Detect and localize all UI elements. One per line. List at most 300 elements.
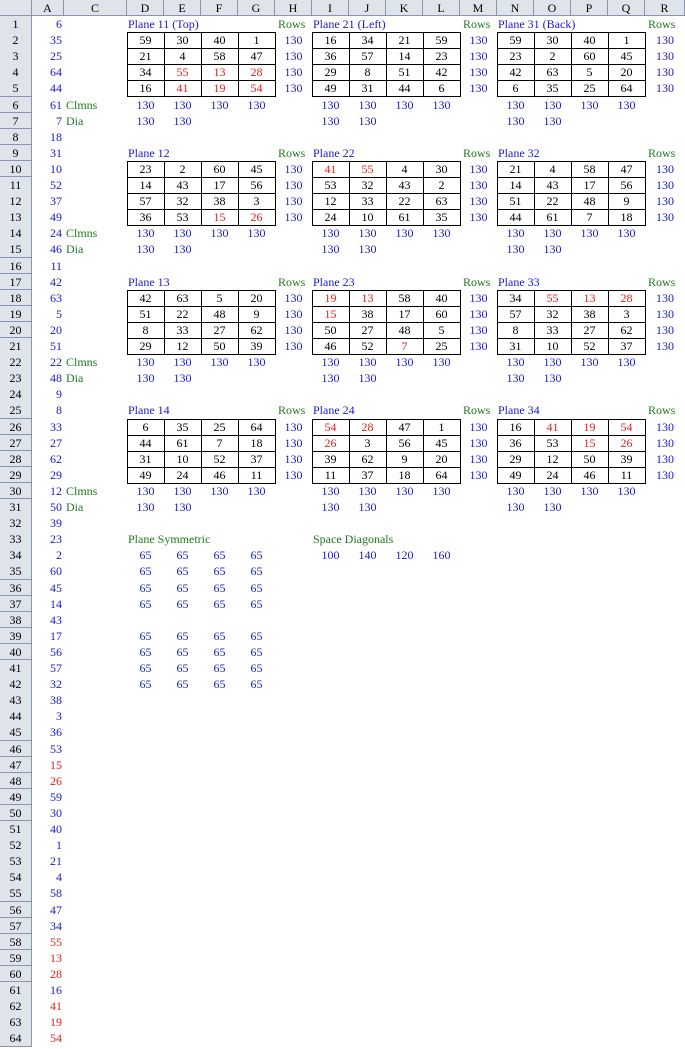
- column-sum[interactable]: 130: [432, 97, 451, 112]
- plane-cell[interactable]: 4: [401, 161, 408, 176]
- row-header-30[interactable]: 30: [0, 483, 32, 500]
- column-sum[interactable]: 130: [395, 355, 414, 370]
- plane-cell[interactable]: 15: [583, 435, 596, 450]
- column-sum[interactable]: 130: [580, 226, 599, 241]
- symmetric-cell[interactable]: 65: [176, 548, 189, 563]
- row-header-46[interactable]: 46: [0, 741, 32, 758]
- row-header-58[interactable]: 58: [0, 934, 32, 951]
- row-header-18[interactable]: 18: [0, 290, 32, 307]
- plane-cell[interactable]: 35: [176, 419, 189, 434]
- cell-a43[interactable]: 38: [50, 693, 62, 708]
- cell-a21[interactable]: 51: [50, 339, 62, 353]
- symmetric-cell[interactable]: 65: [213, 564, 226, 579]
- plane-cell[interactable]: 46: [213, 467, 226, 482]
- row-sum[interactable]: 130: [656, 65, 674, 80]
- plane-cell[interactable]: 47: [398, 419, 411, 434]
- cell-a4[interactable]: 64: [50, 65, 62, 80]
- row-sum[interactable]: 130: [284, 419, 303, 434]
- plane-cell[interactable]: 54: [324, 419, 337, 434]
- column-sum[interactable]: 130: [173, 355, 192, 370]
- cell-a8[interactable]: 18: [50, 129, 62, 144]
- plane-cell[interactable]: 14: [398, 49, 411, 64]
- row-header-36[interactable]: 36: [0, 580, 32, 597]
- row-header-39[interactable]: 39: [0, 628, 32, 645]
- row-sum[interactable]: 130: [656, 210, 674, 225]
- diagonal-sum[interactable]: 130: [506, 113, 525, 128]
- cell-a36[interactable]: 45: [50, 580, 62, 595]
- cell-a42[interactable]: 32: [50, 677, 62, 692]
- plane-cell[interactable]: 41: [324, 161, 337, 176]
- plane-cell[interactable]: 14: [509, 178, 522, 192]
- plane-cell[interactable]: 28: [620, 290, 633, 305]
- symmetric-cell[interactable]: 65: [250, 564, 263, 579]
- cell-a56[interactable]: 47: [50, 902, 62, 917]
- plane-cell[interactable]: 49: [324, 81, 337, 96]
- plane-cell[interactable]: 20: [620, 65, 633, 80]
- plane-cell[interactable]: 29: [324, 65, 337, 80]
- space-diagonal-value[interactable]: 100: [321, 548, 340, 563]
- cell-a29[interactable]: 29: [50, 467, 62, 482]
- cell-a40[interactable]: 56: [50, 644, 62, 659]
- space-diagonal-value[interactable]: 140: [358, 548, 377, 563]
- symmetric-cell[interactable]: 65: [250, 580, 263, 595]
- row-sum[interactable]: 130: [469, 322, 488, 337]
- row-sum[interactable]: 130: [284, 306, 303, 321]
- plane-cell[interactable]: 55: [546, 290, 559, 305]
- plane-cell[interactable]: 20: [250, 290, 263, 305]
- row-header-20[interactable]: 20: [0, 322, 32, 339]
- row-header-8[interactable]: 8: [0, 129, 32, 146]
- plane-cell[interactable]: 26: [324, 435, 337, 450]
- column-header-i[interactable]: I: [312, 0, 349, 16]
- plane-cell[interactable]: 61: [176, 435, 189, 450]
- cell-a55[interactable]: 58: [50, 886, 62, 901]
- plane-cell[interactable]: 22: [398, 194, 411, 209]
- row-header-33[interactable]: 33: [0, 531, 32, 548]
- cell-a15[interactable]: 46: [50, 242, 62, 257]
- cell-a33[interactable]: 23: [50, 532, 62, 547]
- plane-cell[interactable]: 29: [509, 451, 522, 466]
- plane-cell[interactable]: 32: [546, 306, 559, 321]
- column-sum[interactable]: 130: [543, 355, 562, 370]
- row-header-31[interactable]: 31: [0, 499, 32, 516]
- plane-cell[interactable]: 43: [546, 178, 559, 192]
- column-header-o[interactable]: O: [534, 0, 571, 16]
- symmetric-cell[interactable]: 65: [139, 548, 152, 563]
- row-sum[interactable]: 130: [656, 322, 674, 337]
- row-sum[interactable]: 130: [469, 81, 488, 96]
- plane-cell[interactable]: 10: [361, 210, 374, 225]
- plane-cell[interactable]: 47: [620, 161, 633, 176]
- cell-a44[interactable]: 3: [56, 709, 62, 724]
- row-header-12[interactable]: 12: [0, 193, 32, 210]
- row-header-59[interactable]: 59: [0, 950, 32, 967]
- plane-cell[interactable]: 8: [364, 65, 371, 80]
- symmetric-cell[interactable]: 65: [213, 677, 226, 692]
- row-sum[interactable]: 130: [284, 210, 303, 225]
- column-sum[interactable]: 130: [136, 483, 155, 498]
- plane-cell[interactable]: 12: [324, 194, 337, 209]
- plane-cell[interactable]: 34: [139, 65, 152, 80]
- row-sum[interactable]: 130: [284, 65, 303, 80]
- plane-cell[interactable]: 6: [438, 81, 445, 96]
- plane-cell[interactable]: 50: [324, 322, 337, 337]
- row-sum[interactable]: 130: [469, 419, 488, 434]
- plane-cell[interactable]: 37: [250, 451, 263, 466]
- cell-a18[interactable]: 63: [50, 290, 62, 305]
- cell-a13[interactable]: 49: [50, 210, 62, 225]
- plane-cell[interactable]: 21: [139, 49, 152, 64]
- row-header-42[interactable]: 42: [0, 676, 32, 693]
- column-sum[interactable]: 130: [617, 226, 636, 241]
- plane-cell[interactable]: 9: [253, 306, 260, 321]
- symmetric-cell[interactable]: 65: [176, 580, 189, 595]
- plane-cell[interactable]: 33: [176, 322, 189, 337]
- plane-cell[interactable]: 53: [546, 435, 559, 450]
- row-header-22[interactable]: 22: [0, 354, 32, 371]
- column-header-h[interactable]: H: [275, 0, 312, 16]
- row-sum[interactable]: 130: [469, 49, 488, 64]
- plane-cell[interactable]: 19: [583, 419, 596, 434]
- plane-cell[interactable]: 36: [324, 49, 337, 64]
- row-sum[interactable]: 130: [656, 178, 674, 192]
- plane-cell[interactable]: 52: [361, 339, 374, 353]
- plane-cell[interactable]: 23: [139, 161, 152, 176]
- plane-cell[interactable]: 20: [435, 451, 448, 466]
- symmetric-cell[interactable]: 65: [176, 596, 189, 611]
- row-sum[interactable]: 130: [656, 194, 674, 209]
- plane-cell[interactable]: 59: [509, 33, 522, 48]
- row-header-60[interactable]: 60: [0, 966, 32, 983]
- column-sum[interactable]: 130: [617, 355, 636, 370]
- row-sum[interactable]: 130: [284, 194, 303, 209]
- row-sum[interactable]: 130: [656, 290, 674, 305]
- row-sum[interactable]: 130: [284, 33, 303, 48]
- row-header-45[interactable]: 45: [0, 724, 32, 741]
- symmetric-cell[interactable]: 65: [250, 677, 263, 692]
- row-header-11[interactable]: 11: [0, 177, 32, 194]
- plane-cell[interactable]: 64: [250, 419, 263, 434]
- row-header-6[interactable]: 6: [0, 97, 32, 114]
- column-sum[interactable]: 130: [506, 355, 525, 370]
- plane-cell[interactable]: 18: [620, 210, 633, 225]
- plane-cell[interactable]: 39: [620, 451, 633, 466]
- plane-cell[interactable]: 24: [324, 210, 337, 225]
- row-header-47[interactable]: 47: [0, 757, 32, 774]
- symmetric-cell[interactable]: 65: [250, 644, 263, 659]
- cell-a30[interactable]: 12: [50, 483, 62, 498]
- plane-cell[interactable]: 33: [361, 194, 374, 209]
- row-header-52[interactable]: 52: [0, 837, 32, 854]
- plane-cell[interactable]: 63: [435, 194, 448, 209]
- plane-cell[interactable]: 41: [176, 81, 189, 96]
- cell-a48[interactable]: 26: [50, 773, 62, 788]
- column-sum[interactable]: 130: [321, 355, 340, 370]
- row-header-40[interactable]: 40: [0, 644, 32, 661]
- row-header-5[interactable]: 5: [0, 80, 32, 97]
- plane-cell[interactable]: 57: [139, 194, 152, 209]
- row-sum[interactable]: 130: [284, 178, 303, 192]
- plane-cell[interactable]: 8: [142, 322, 149, 337]
- plane-cell[interactable]: 18: [398, 467, 411, 482]
- column-sum[interactable]: 130: [580, 355, 599, 370]
- column-header-l[interactable]: L: [423, 0, 460, 16]
- cell-a41[interactable]: 57: [50, 661, 62, 675]
- plane-cell[interactable]: 37: [620, 339, 633, 353]
- plane-cell[interactable]: 25: [583, 81, 596, 96]
- row-header-57[interactable]: 57: [0, 918, 32, 935]
- plane-cell[interactable]: 34: [361, 33, 374, 48]
- cell-a12[interactable]: 37: [50, 194, 62, 209]
- column-header-r[interactable]: R: [645, 0, 685, 16]
- plane-cell[interactable]: 9: [623, 194, 630, 209]
- plane-cell[interactable]: 32: [176, 194, 189, 209]
- row-header-55[interactable]: 55: [0, 885, 32, 902]
- plane-cell[interactable]: 11: [620, 467, 633, 482]
- column-header-a[interactable]: A: [32, 0, 64, 16]
- column-sum[interactable]: 130: [210, 226, 229, 241]
- plane-cell[interactable]: 22: [176, 306, 189, 321]
- row-header-34[interactable]: 34: [0, 547, 32, 564]
- cell-a47[interactable]: 15: [50, 757, 62, 772]
- cell-a28[interactable]: 62: [50, 451, 62, 466]
- row-header-23[interactable]: 23: [0, 370, 32, 387]
- column-sum[interactable]: 130: [358, 355, 377, 370]
- row-header-2[interactable]: 2: [0, 32, 32, 49]
- column-sum[interactable]: 130: [395, 483, 414, 498]
- plane-cell[interactable]: 53: [324, 178, 337, 192]
- cell-a52[interactable]: 1: [56, 838, 62, 853]
- symmetric-cell[interactable]: 65: [213, 644, 226, 659]
- column-header-n[interactable]: N: [497, 0, 534, 16]
- plane-cell[interactable]: 39: [324, 451, 337, 466]
- row-header-48[interactable]: 48: [0, 773, 32, 790]
- plane-cell[interactable]: 3: [623, 306, 630, 321]
- plane-cell[interactable]: 9: [401, 451, 408, 466]
- symmetric-cell[interactable]: 65: [176, 564, 189, 579]
- plane-cell[interactable]: 17: [398, 306, 411, 321]
- plane-cell[interactable]: 2: [438, 178, 445, 192]
- column-sum[interactable]: 130: [432, 355, 451, 370]
- plane-cell[interactable]: 6: [512, 81, 519, 96]
- space-diagonal-value[interactable]: 120: [395, 548, 414, 563]
- row-sum[interactable]: 130: [656, 467, 674, 482]
- cell-a31[interactable]: 50: [50, 500, 62, 514]
- column-sum[interactable]: 130: [506, 226, 525, 241]
- column-sum[interactable]: 130: [617, 483, 636, 498]
- column-sum[interactable]: 130: [580, 97, 599, 112]
- plane-cell[interactable]: 56: [620, 178, 633, 192]
- plane-cell[interactable]: 10: [546, 339, 559, 353]
- plane-cell[interactable]: 18: [250, 435, 263, 450]
- row-header-13[interactable]: 13: [0, 209, 32, 226]
- column-header-e[interactable]: E: [164, 0, 201, 16]
- cell-a20[interactable]: 20: [50, 322, 62, 337]
- symmetric-cell[interactable]: 65: [176, 661, 189, 675]
- plane-cell[interactable]: 2: [549, 49, 556, 64]
- plane-cell[interactable]: 38: [213, 194, 226, 209]
- plane-cell[interactable]: 55: [176, 65, 189, 80]
- plane-cell[interactable]: 36: [509, 435, 522, 450]
- plane-cell[interactable]: 44: [139, 435, 152, 450]
- plane-cell[interactable]: 44: [509, 210, 522, 225]
- symmetric-cell[interactable]: 65: [213, 661, 226, 675]
- row-sum[interactable]: 130: [656, 33, 674, 48]
- row-sum[interactable]: 130: [656, 81, 674, 96]
- plane-cell[interactable]: 50: [583, 451, 596, 466]
- row-header-26[interactable]: 26: [0, 419, 32, 436]
- column-sum[interactable]: 130: [432, 226, 451, 241]
- plane-cell[interactable]: 23: [509, 49, 522, 64]
- plane-cell[interactable]: 62: [250, 322, 263, 337]
- plane-cell[interactable]: 35: [435, 210, 448, 225]
- symmetric-cell[interactable]: 65: [176, 644, 189, 659]
- plane-cell[interactable]: 1: [438, 419, 445, 434]
- plane-cell[interactable]: 13: [361, 290, 374, 305]
- column-sum[interactable]: 130: [321, 97, 340, 112]
- symmetric-cell[interactable]: 65: [139, 580, 152, 595]
- cell-a50[interactable]: 30: [50, 805, 62, 820]
- plane-cell[interactable]: 19: [213, 81, 226, 96]
- plane-cell[interactable]: 48: [583, 194, 596, 209]
- plane-cell[interactable]: 46: [324, 339, 337, 353]
- plane-cell[interactable]: 4: [549, 161, 556, 176]
- cell-a38[interactable]: 43: [50, 612, 62, 627]
- row-header-21[interactable]: 21: [0, 338, 32, 355]
- diagonal-sum[interactable]: 130: [543, 242, 562, 257]
- cell-a27[interactable]: 27: [50, 435, 62, 450]
- plane-cell[interactable]: 26: [250, 210, 263, 225]
- cell-a14[interactable]: 24: [50, 226, 62, 241]
- symmetric-cell[interactable]: 65: [139, 677, 152, 692]
- plane-cell[interactable]: 38: [361, 306, 374, 321]
- column-sum[interactable]: 130: [395, 226, 414, 241]
- plane-cell[interactable]: 31: [509, 339, 522, 353]
- cell-a35[interactable]: 60: [50, 564, 62, 579]
- column-header-c[interactable]: C: [64, 0, 127, 16]
- symmetric-cell[interactable]: 65: [139, 644, 152, 659]
- cell-a3[interactable]: 25: [50, 49, 62, 64]
- diagonal-sum[interactable]: 130: [321, 113, 340, 128]
- column-sum[interactable]: 130: [358, 97, 377, 112]
- diagonal-sum[interactable]: 130: [506, 500, 525, 514]
- plane-cell[interactable]: 16: [509, 419, 522, 434]
- cell-a5[interactable]: 44: [50, 81, 62, 96]
- plane-cell[interactable]: 7: [401, 339, 408, 353]
- plane-cell[interactable]: 61: [398, 210, 411, 225]
- diagonal-sum[interactable]: 130: [358, 242, 377, 257]
- column-header-j[interactable]: J: [349, 0, 386, 16]
- plane-cell[interactable]: 30: [176, 33, 189, 48]
- plane-cell[interactable]: 11: [324, 467, 337, 482]
- plane-cell[interactable]: 48: [213, 306, 226, 321]
- row-sum[interactable]: 130: [284, 290, 303, 305]
- plane-cell[interactable]: 22: [546, 194, 559, 209]
- column-header-d[interactable]: D: [127, 0, 164, 16]
- row-sum[interactable]: 130: [469, 467, 488, 482]
- cell-a16[interactable]: 11: [50, 258, 62, 273]
- row-header-17[interactable]: 17: [0, 274, 32, 291]
- plane-cell[interactable]: 13: [583, 290, 596, 305]
- plane-cell[interactable]: 58: [398, 290, 411, 305]
- row-header-24[interactable]: 24: [0, 386, 32, 403]
- column-sum[interactable]: 130: [358, 483, 377, 498]
- plane-cell[interactable]: 21: [398, 33, 411, 48]
- diagonal-sum[interactable]: 130: [358, 500, 377, 514]
- cell-a9[interactable]: 31: [50, 145, 62, 160]
- symmetric-cell[interactable]: 65: [139, 564, 152, 579]
- plane-cell[interactable]: 27: [583, 322, 596, 337]
- row-sum[interactable]: 130: [284, 81, 303, 96]
- plane-cell[interactable]: 43: [398, 178, 411, 192]
- plane-cell[interactable]: 1: [623, 33, 630, 48]
- row-sum[interactable]: 130: [469, 161, 488, 176]
- plane-cell[interactable]: 17: [213, 178, 226, 192]
- plane-cell[interactable]: 62: [620, 322, 633, 337]
- cell-a32[interactable]: 39: [50, 516, 62, 531]
- plane-cell[interactable]: 49: [509, 467, 522, 482]
- column-header-f[interactable]: F: [201, 0, 238, 16]
- column-sum[interactable]: 130: [173, 226, 192, 241]
- plane-cell[interactable]: 53: [176, 210, 189, 225]
- plane-cell[interactable]: 37: [361, 467, 374, 482]
- row-sum[interactable]: 130: [284, 451, 303, 466]
- symmetric-cell[interactable]: 65: [213, 580, 226, 595]
- row-header-51[interactable]: 51: [0, 821, 32, 838]
- diagonal-sum[interactable]: 130: [543, 371, 562, 386]
- plane-cell[interactable]: 7: [586, 210, 593, 225]
- cell-a37[interactable]: 14: [50, 596, 62, 611]
- row-sum[interactable]: 130: [469, 194, 488, 209]
- row-sum[interactable]: 130: [656, 419, 674, 434]
- column-sum[interactable]: 130: [543, 226, 562, 241]
- column-sum[interactable]: 130: [321, 483, 340, 498]
- plane-cell[interactable]: 13: [213, 65, 226, 80]
- select-all-corner[interactable]: [0, 0, 32, 16]
- symmetric-cell[interactable]: 65: [139, 661, 152, 675]
- cell-a60[interactable]: 28: [50, 966, 62, 981]
- plane-cell[interactable]: 7: [216, 435, 223, 450]
- row-header-37[interactable]: 37: [0, 596, 32, 613]
- diagonal-sum[interactable]: 130: [173, 500, 192, 514]
- cell-a24[interactable]: 9: [56, 387, 62, 402]
- cell-a39[interactable]: 17: [50, 628, 62, 643]
- cell-a25[interactable]: 8: [56, 403, 62, 418]
- row-header-56[interactable]: 56: [0, 902, 32, 919]
- plane-cell[interactable]: 11: [250, 467, 263, 482]
- plane-cell[interactable]: 58: [583, 161, 596, 176]
- plane-cell[interactable]: 59: [139, 33, 152, 48]
- plane-cell[interactable]: 34: [509, 290, 522, 305]
- plane-cell[interactable]: 1: [253, 33, 260, 48]
- plane-cell[interactable]: 63: [546, 65, 559, 80]
- plane-cell[interactable]: 27: [361, 322, 374, 337]
- plane-cell[interactable]: 33: [546, 322, 559, 337]
- row-sum[interactable]: 130: [656, 435, 674, 450]
- column-header-g[interactable]: G: [238, 0, 275, 16]
- plane-cell[interactable]: 47: [250, 49, 263, 64]
- row-sum[interactable]: 130: [656, 49, 674, 64]
- diagonal-sum[interactable]: 130: [543, 500, 562, 514]
- row-sum[interactable]: 130: [469, 178, 488, 192]
- symmetric-cell[interactable]: 65: [250, 661, 263, 675]
- plane-cell[interactable]: 36: [139, 210, 152, 225]
- cell-a46[interactable]: 53: [50, 741, 62, 756]
- column-sum[interactable]: 130: [580, 483, 599, 498]
- symmetric-cell[interactable]: 65: [139, 628, 152, 643]
- plane-cell[interactable]: 16: [324, 33, 337, 48]
- row-header-35[interactable]: 35: [0, 563, 32, 580]
